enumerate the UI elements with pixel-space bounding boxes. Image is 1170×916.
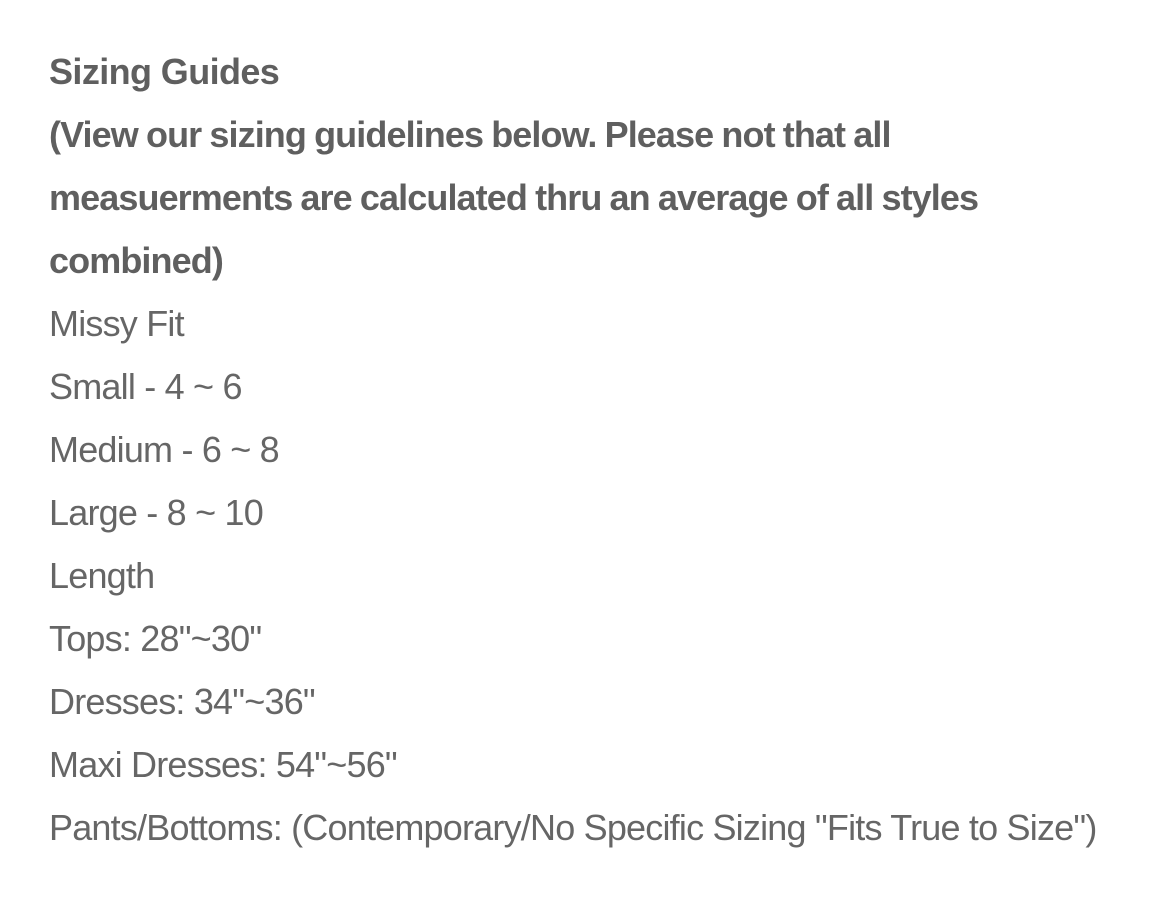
length-tops: Tops: 28"~30": [49, 618, 262, 659]
size-large: Large - 8 ~ 10: [49, 492, 263, 533]
sizing-guide-section: [49, 40, 1139, 859]
fit-heading: Missy Fit: [49, 303, 184, 344]
size-small: Small - 4 ~ 6: [49, 366, 242, 407]
sizing-guide-note: (View our sizing guidelines below. Please not that all measuerments are calculated thru an average of all styles combined): [49, 114, 979, 281]
sizing-guide-title: Sizing Guides: [49, 51, 280, 92]
length-maxi-dresses: Maxi Dresses: 54"~56": [49, 744, 397, 785]
size-medium: Medium - 6 ~ 8: [49, 429, 279, 470]
length-pants-bottoms: Pants/Bottoms: (Contemporary/No Specific Sizing "Fits True to Size"): [49, 807, 1097, 848]
length-dresses: Dresses: 34"~36": [49, 681, 315, 722]
length-heading: Length: [49, 555, 155, 596]
